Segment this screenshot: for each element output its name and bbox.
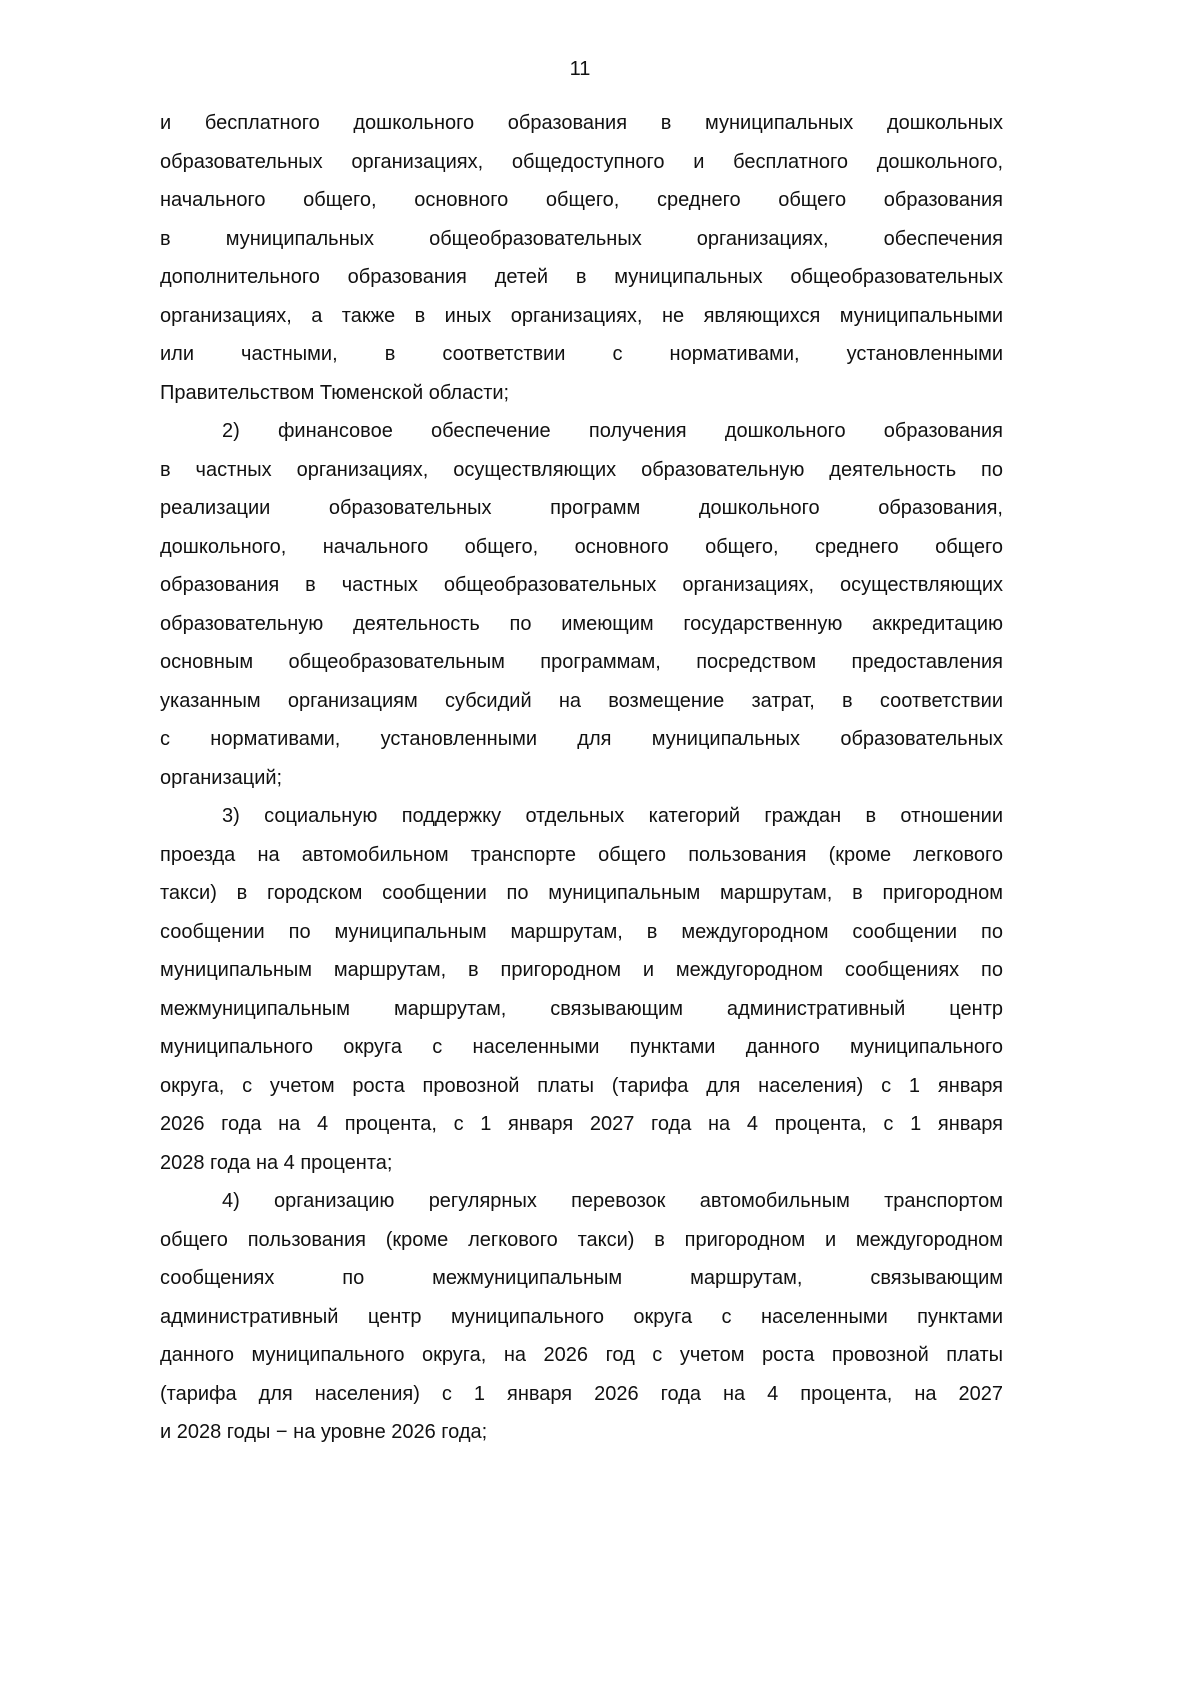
text-line: реализации образовательных программ дошкольного образования,: [160, 497, 1003, 519]
text-line: общего пользования (кроме легкового такси) в пригородном и междугородном: [160, 1228, 1003, 1251]
text-line: 2028 года на 4 процента;: [160, 1151, 393, 1174]
text-line: начального общего, основного общего, среднего общего образования: [160, 189, 1003, 211]
text-line: (тарифа для населения) с 1 января 2026 года на 4 процента, на 2027: [160, 1382, 1003, 1405]
text-line: организаций;: [160, 766, 283, 789]
page-number: 11: [569, 58, 591, 80]
text-line: муниципальным маршрутам, в пригородном и междугородном сообщениях по: [160, 959, 1003, 981]
paragraph: [160, 797, 1003, 1182]
text-line: 4) организацию регулярных перевозок автомобильным транспортом: [222, 1190, 1003, 1212]
text-line: округа, с учетом роста провозной платы (тарифа для населения) с 1 января: [160, 1074, 1003, 1097]
text-line: организациях, а также в иных организациях, не являющихся муниципальными: [160, 304, 1003, 327]
text-line: 2) финансовое обеспечение получения дошкольного образования: [222, 420, 1003, 442]
paragraph: [160, 1182, 1003, 1452]
text-line: основным общеобразовательным программам, посредством предоставления: [160, 651, 1003, 673]
text-line: в муниципальных общеобразовательных организациях, обеспечения: [160, 227, 1003, 250]
text-line: 3) социальную поддержку отдельных категорий граждан в отношении: [222, 805, 1003, 827]
text-line: образования в частных общеобразовательных организациях, осуществляющих: [160, 574, 1003, 596]
text-line: муниципального округа с населенными пунктами данного муниципального: [160, 1036, 1003, 1058]
text-line: или частными, в соответствии с нормативами, установленными: [160, 343, 1003, 365]
text-line: образовательную деятельность по имеющим государственную аккредитацию: [160, 612, 1003, 635]
text-line: и бесплатного дошкольного образования в муниципальных дошкольных: [160, 112, 1003, 134]
text-line: 2026 года на 4 процента, с 1 января 2027 года на 4 процента, с 1 января: [160, 1113, 1003, 1135]
text-line: проезда на автомобильном транспорте общего пользования (кроме легкового: [160, 843, 1003, 866]
text-line: с нормативами, установленными для муниципальных образовательных: [160, 728, 1003, 750]
text-line: указанным организациям субсидий на возмещение затрат, в соответствии: [160, 689, 1003, 712]
text-line: межмуниципальным маршрутам, связывающим административный центр: [160, 997, 1003, 1020]
text-line: Правительством Тюменской области;: [160, 381, 510, 404]
text-line: сообщениях по межмуниципальным маршрутам, связывающим: [160, 1267, 1003, 1289]
text-line: дошкольного, начального общего, основного общего, среднего общего: [160, 535, 1003, 558]
text-line: такси) в городском сообщении по муниципальным маршрутам, в пригородном: [160, 882, 1003, 904]
paragraph: [160, 104, 1003, 412]
document-body: [160, 104, 1003, 1452]
paragraph: [160, 412, 1003, 797]
text-line: дополнительного образования детей в муниципальных общеобразовательных: [160, 266, 1003, 288]
text-line: данного муниципального округа, на 2026 год с учетом роста провозной платы: [160, 1344, 1003, 1366]
text-line: и 2028 годы − на уровне 2026 года;: [160, 1421, 488, 1443]
text-line: административный центр муниципального округа с населенными пунктами: [160, 1305, 1003, 1328]
text-line: сообщении по муниципальным маршрутам, в междугородном сообщении по: [160, 920, 1003, 943]
text-line: образовательных организациях, общедоступного и бесплатного дошкольного,: [160, 150, 1003, 173]
text-line: в частных организациях, осуществляющих образовательную деятельность по: [160, 458, 1003, 481]
